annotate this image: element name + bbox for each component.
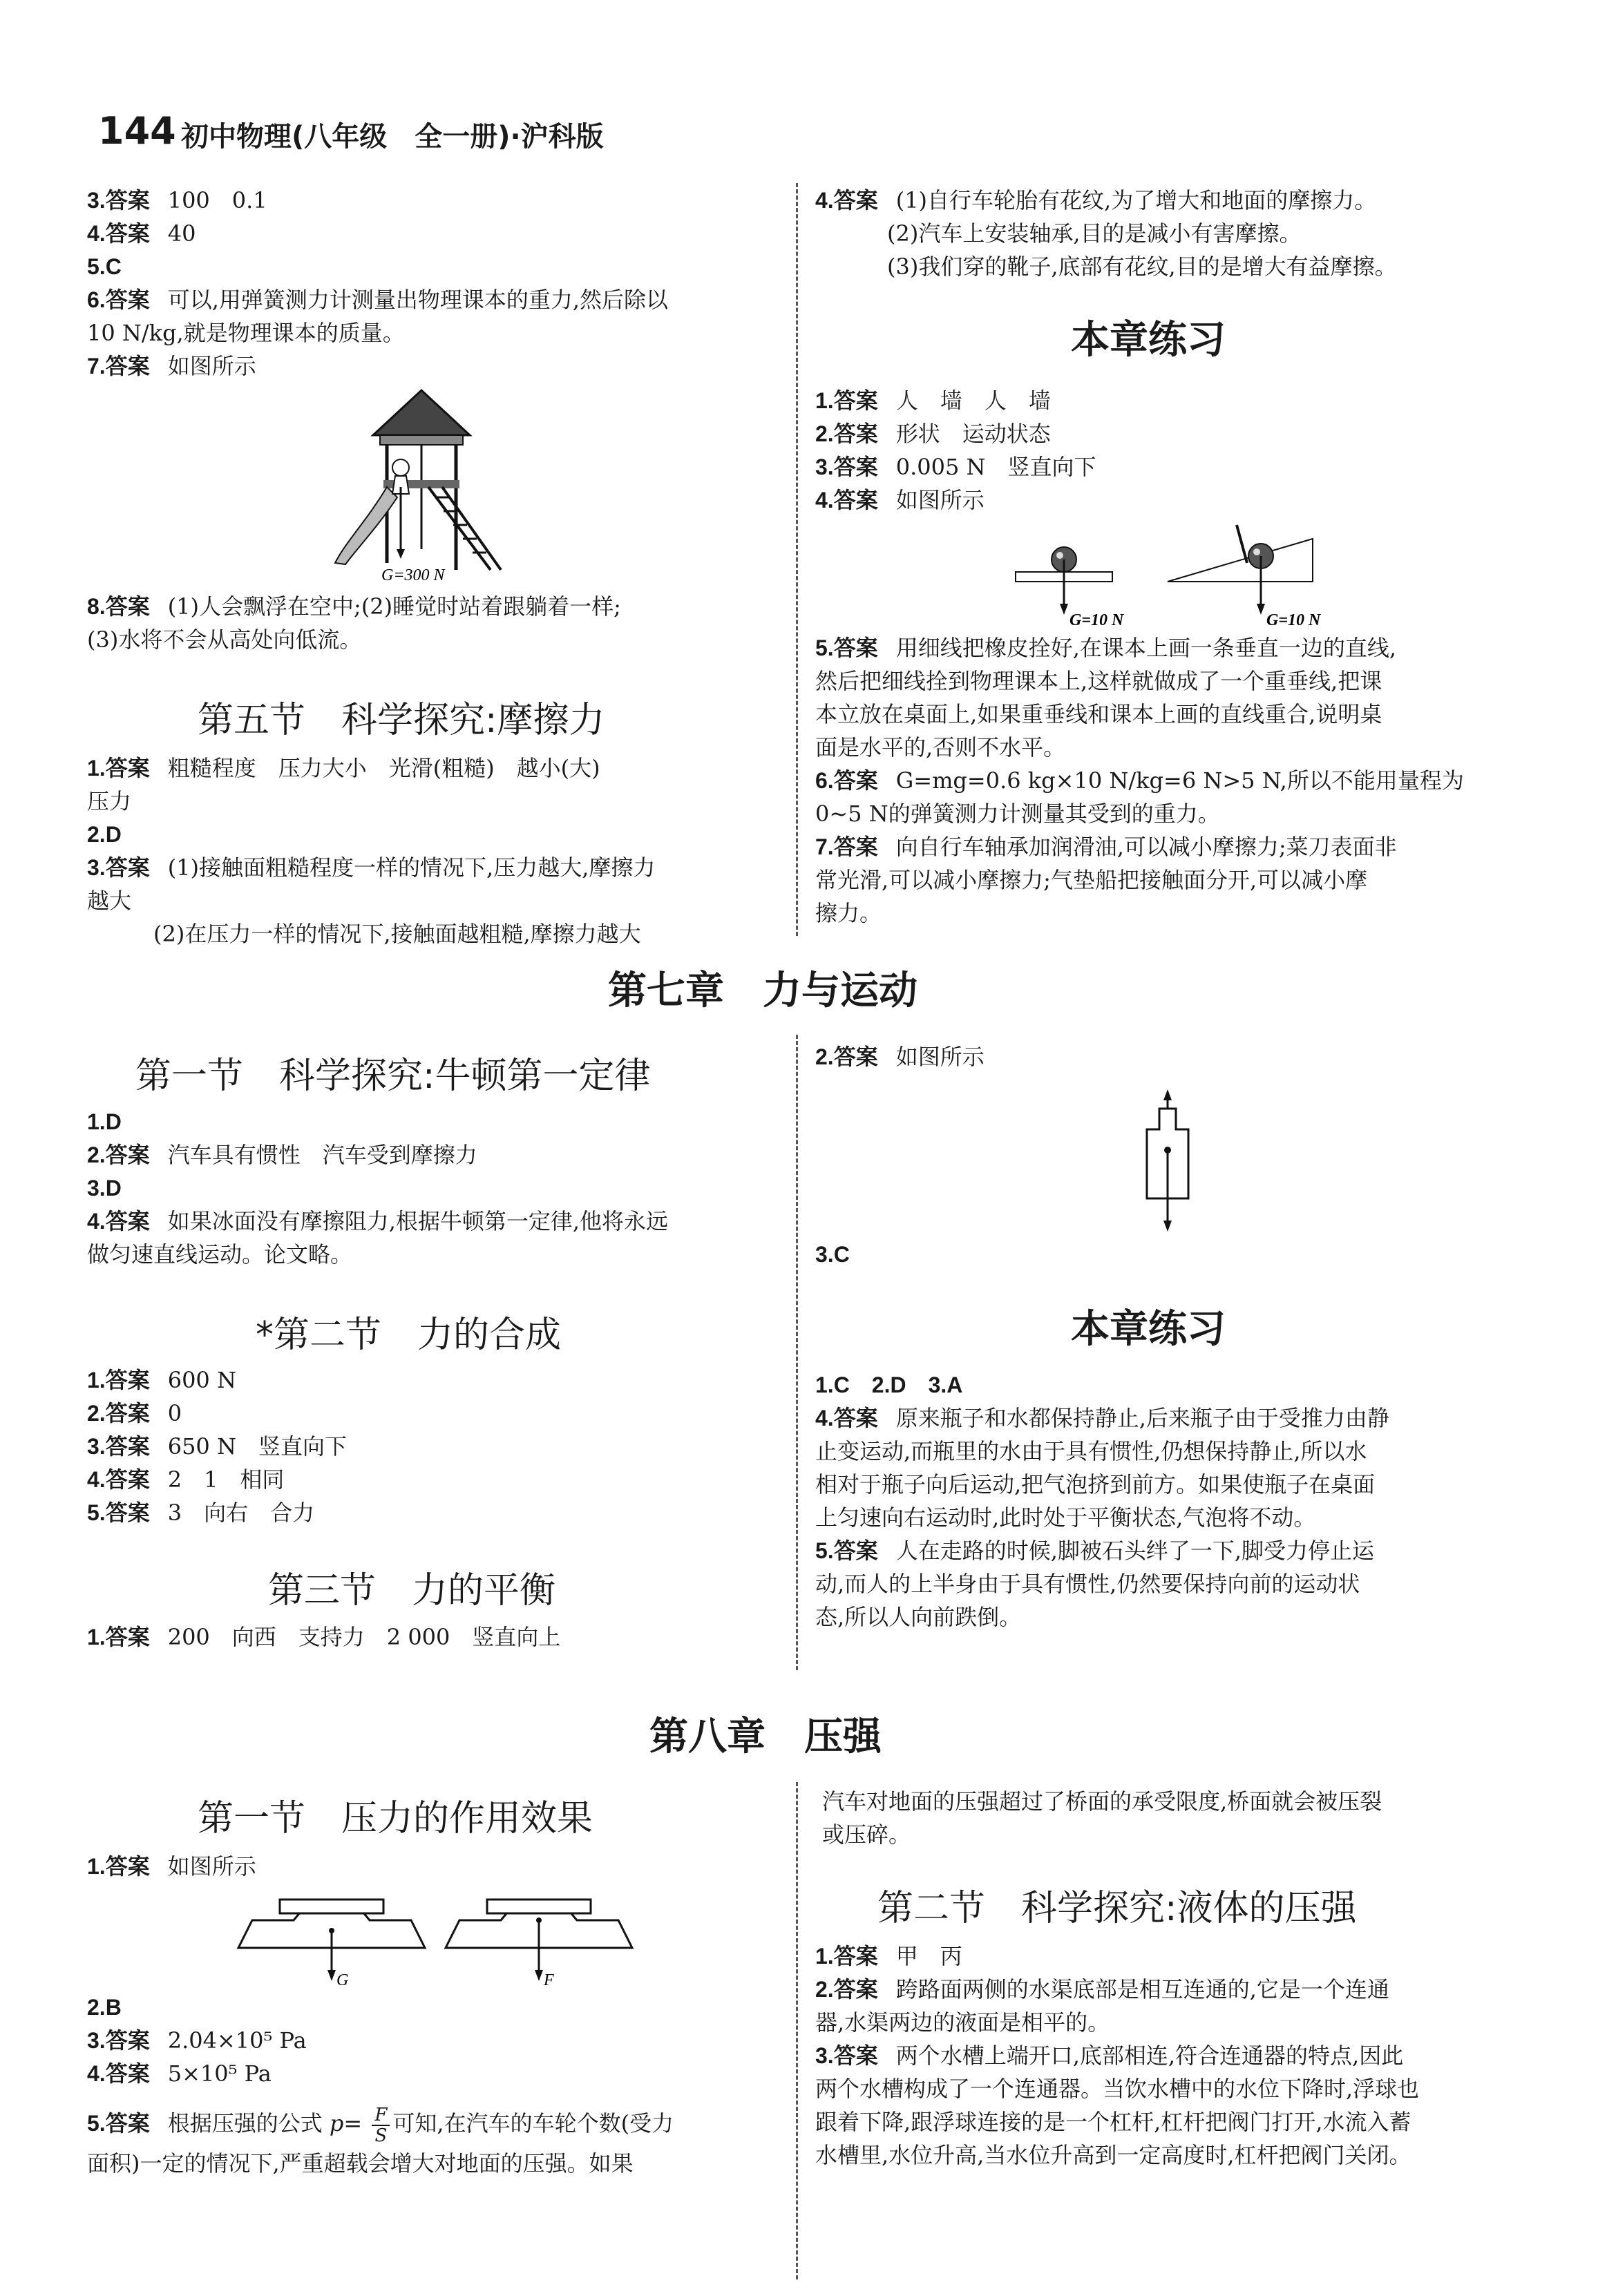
answer-continuation: (3)我们穿的靴子,底部有花纹,目的是增大有益摩擦。 [887, 253, 1397, 280]
answer-item: 3.答案 (1)接触面粗糙程度一样的情况下,压力越大,摩擦力 [87, 854, 656, 881]
weight-label: G=10 N [1266, 611, 1321, 629]
answer-item: 3.答案 2.04×10⁵ Pa [87, 2027, 307, 2054]
chapter-heading: 第七章 力与运动 [608, 968, 917, 1013]
answer-item: 4.答案 (1)自行车轮胎有花纹,为了增大和地面的摩擦力。 [815, 187, 1377, 213]
answer-continuation: 器,水渠两边的液面是相平的。 [815, 2009, 1110, 2036]
answer-continuation: 做匀速直线运动。论文略。 [87, 1241, 353, 1267]
answer-item: 1.答案 如图所示 [87, 1853, 256, 1879]
answer-item: 5.答案 3 向右 合力 [87, 1500, 315, 1526]
section-heading: 第三节 力的平衡 [268, 1570, 556, 1611]
answer-continuation: 跟着下降,跟浮球连接的是一个杠杆,杠杆把阀门打开,水流入蓄 [815, 2109, 1411, 2135]
answer-continuation: 常光滑,可以减小摩擦力;气垫船把接触面分开,可以减小摩 [815, 867, 1368, 893]
force-label: F [544, 1971, 554, 1989]
answer-item: 2.答案 跨路面两侧的水渠底部是相互连通的,它是一个连通 [815, 1976, 1389, 2002]
answer-item: 3.D [87, 1176, 122, 1200]
chapter-heading: 第八章 压强 [649, 1714, 882, 1759]
answer-continuation: (2)在压力一样的情况下,接触面越粗糙,摩擦力越大 [153, 921, 641, 947]
answer-item: 3.C [815, 1242, 850, 1267]
answer-continuation: 0~5 N的弹簧测力计测量其受到的重力。 [815, 801, 1220, 827]
answer-continuation: 越大 [87, 888, 132, 914]
page-number: 144 [98, 109, 176, 153]
answer-item: 5.答案 根据压强的公式 p= $\frac{F}{S}$ 可知,在汽车的车轮个数(受力 [87, 2104, 674, 2146]
answer-continuation: 汽车对地面的压强超过了桥面的承受限度,桥面就会被压裂 [822, 1788, 1382, 1815]
ball-on-surfaces-figure [1009, 518, 1327, 629]
answer-item: 1.D [87, 1109, 122, 1134]
answer-item: 3.答案 0.005 N 竖直向下 [815, 454, 1096, 480]
answer-continuation: 10 N/kg,就是物理课本的质量。 [87, 320, 405, 346]
answer-continuation: 两个水槽构成了一个连通器。当饮水槽中的水位下降时,浮球也 [815, 2076, 1420, 2102]
answer-item: 2.答案 0 [87, 1400, 182, 1426]
exercise-heading: 本章练习 [1071, 318, 1226, 363]
answer-item: 1.答案 200 向西 支持力 2 000 竖直向上 [87, 1624, 561, 1650]
answer-item: 1.答案 甲 丙 [815, 1943, 962, 1969]
pressure-surfaces-figure [231, 1879, 646, 1989]
weight-label: G=10 N [1069, 611, 1124, 629]
column-divider [796, 183, 798, 936]
weight-label: G=300 N [381, 566, 445, 584]
answer-continuation: (3)水将不会从高处向低流。 [87, 626, 362, 653]
answer-continuation: 擦力。 [815, 900, 882, 926]
answer-continuation: 本立放在桌面上,如果重垂线和课本上画的直线重合,说明桌 [815, 701, 1382, 727]
answer-item: 3.答案 650 N 竖直向下 [87, 1433, 347, 1460]
answer-continuation: 水槽里,水位升高,当水位升高到一定高度时,杠杆把阀门关闭。 [815, 2142, 1411, 2168]
answer-continuation: 态,所以人向前跌倒。 [815, 1604, 1022, 1630]
answer-item: 1.C 2.D 3.A [815, 1372, 963, 1397]
answer-continuation: 面积)一定的情况下,严重超载会增大对地面的压强。如果 [87, 2150, 634, 2177]
answer-item: 1.答案 600 N [87, 1367, 236, 1393]
pressure-formula: p= [329, 2110, 363, 2136]
bottle-force-figure [1126, 1074, 1209, 1254]
column-divider [796, 1782, 798, 2279]
answer-item: 8.答案 (1)人会飘浮在空中;(2)睡觉时站着跟躺着一样; [87, 593, 621, 620]
section-heading: 第一节 压力的作用效果 [198, 1798, 593, 1839]
answer-continuation: 然后把细线拴到物理课本上,这样就做成了一个重垂线,把课 [815, 668, 1382, 694]
exercise-heading: 本章练习 [1071, 1307, 1226, 1352]
formula-fraction: $\frac{F}{S}$ [372, 2105, 390, 2145]
answer-item: 2.答案 形状 运动状态 [815, 421, 1051, 447]
answer-item: 6.答案 可以,用弹簧测力计测量出物理课本的重力,然后除以 [87, 287, 669, 313]
section-heading: 第五节 科学探究:摩擦力 [198, 700, 605, 741]
answer-item: 3.答案 两个水槽上端开口,底部相连,符合连通器的特点,因此 [815, 2043, 1404, 2069]
running-title: 初中物理(八年级 全一册)·沪科版 [181, 121, 604, 153]
answer-item: 4.答案 2 1 相同 [87, 1466, 285, 1493]
answer-item: 1.答案 粗糙程度 压力大小 光滑(粗糙) 越小(大) [87, 755, 600, 781]
section-heading: 第二节 科学探究:液体的压强 [877, 1888, 1357, 1929]
answer-item: 2.B [87, 1995, 122, 2020]
answer-continuation: 压力 [87, 788, 132, 814]
answer-item: 4.答案 5×10⁵ Pa [87, 2060, 272, 2087]
answer-continuation: 相对于瓶子向后运动,把气泡挤到前方。如果使瓶子在桌面 [815, 1471, 1376, 1498]
answer-item: 5.C [87, 254, 122, 279]
answer-item: 7.答案 向自行车轴承加润滑油,可以减小摩擦力;菜刀表面非 [815, 834, 1397, 860]
answer-item: 2.答案 汽车具有惯性 汽车受到摩擦力 [87, 1142, 477, 1168]
answer-continuation: 或压碎。 [822, 1821, 911, 1848]
answer-continuation: (2)汽车上安装轴承,目的是减小有害摩擦。 [887, 220, 1302, 247]
answer-item: 4.答案 如图所示 [815, 487, 985, 513]
answer-continuation: 面是水平的,否则不水平。 [815, 734, 1066, 760]
section-heading: *第二节 力的合成 [256, 1314, 562, 1356]
answer-continuation: 止变运动,而瓶里的水由于具有惯性,仍想保持静止,所以水 [815, 1438, 1367, 1464]
answer-item: 5.答案 用细线把橡皮拴好,在课本上画一条垂直一边的直线, [815, 635, 1397, 661]
answer-item: 7.答案 如图所示 [87, 353, 256, 379]
answer-item: 6.答案 G=mg=0.6 kg×10 N/kg=6 N>5 N,所以不能用量程为 [815, 767, 1464, 794]
section-heading: 第一节 科学探究:牛顿第一定律 [135, 1055, 651, 1097]
answer-item: 4.答案 原来瓶子和水都保持静止,后来瓶子由于受推力由静 [815, 1405, 1389, 1431]
answer-item: 1.答案 人 墙 人 墙 [815, 388, 1051, 414]
answer-item: 5.答案 人在走路的时候,脚被石头绊了一下,脚受力停止运 [815, 1538, 1375, 1564]
weight-label: G [336, 1971, 349, 1989]
answer-continuation: 上匀速向右运动时,此时处于平衡状态,气泡将不动。 [815, 1504, 1316, 1531]
answer-item: 4.答案 如果冰面没有摩擦阻力,根据牛顿第一定律,他将永远 [87, 1208, 669, 1234]
column-divider [796, 1035, 798, 1670]
answer-item: 2.答案 如图所示 [815, 1044, 985, 1070]
answer-item: 3.答案 100 0.1 [87, 187, 267, 213]
answer-continuation: 动,而人的上半身由于具有惯性,仍然要保持向前的运动状 [815, 1571, 1360, 1597]
answer-item: 2.D [87, 822, 122, 847]
answer-item: 4.答案 40 [87, 220, 196, 247]
playground-slide-figure [332, 383, 539, 591]
